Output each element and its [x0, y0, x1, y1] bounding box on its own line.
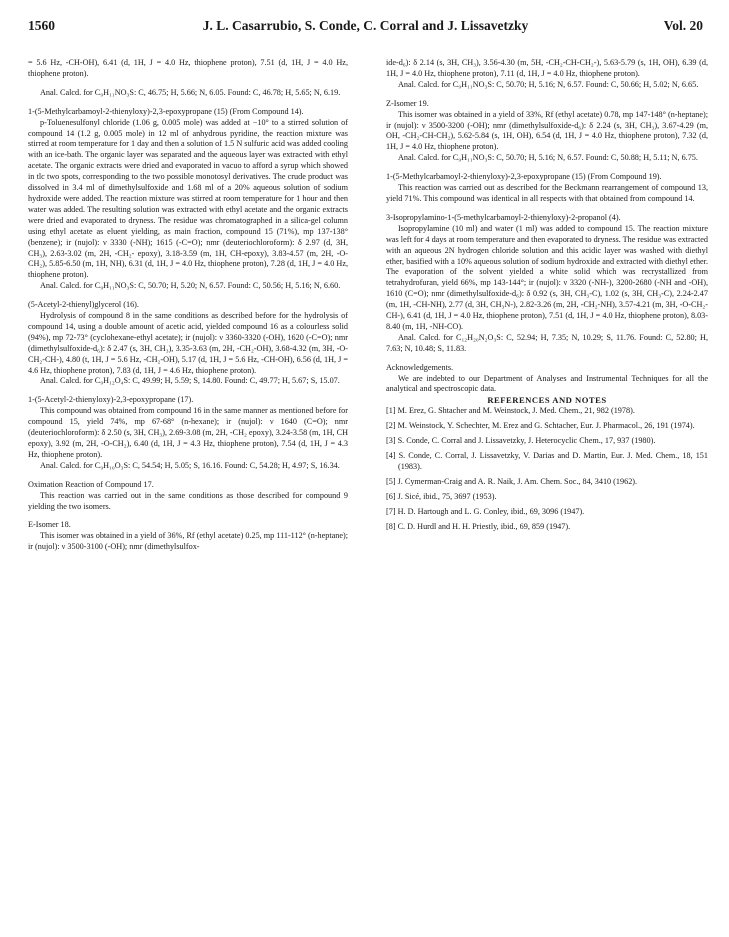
volume-label: Vol. 20 — [663, 18, 703, 33]
analysis-line: Anal. Calcd. for C₉H₁₁NO₃S: C, 50.70; H, 5.20; N, 6.57. Found: C, 50.56; H, 5.16; N, 6.60. — [40, 281, 341, 291]
analysis-line: Anal. Calcd. for C₉H₁₁NO₃S: C, 50.70; H, 5.16; N, 6.57. Found: C, 50.88; H, 5.11; N, 6.75. — [398, 153, 698, 163]
reference-item: [5] J. Cymerman-Craig and A. R. Naik, J. Am. Chem. Soc., 84, 3410 (1962). — [386, 476, 638, 486]
page-number: 1560 — [28, 18, 55, 33]
paragraph: This reaction was carried out as described for the Beckmann rearrangement of compound 13, yield 71%. This compound was identical in all respects with that obtained from compound 14. — [386, 183, 708, 203]
reference-item: [2] M. Weinstock, Y. Schechter, M. Erez and G. Schtacher, Eur. J. Pharmacol., 26, 191 (1974). — [386, 421, 695, 431]
analysis-line: Anal. Calcd. for C₉H₁₂O₄S: C, 49.99; H, 5.59; S, 14.80. Found: C, 49.77; H, 5.67; S, 15.07. — [40, 376, 340, 386]
paragraph: = 5.6 Hz, -CH-OH), 6.41 (d, 1H, J = 4.0 Hz, thiophene proton), 7.51 (d, 1H, J = 4.0 Hz, thiophene proton). — [28, 58, 348, 78]
analysis-line: Anal. Calcd. for C₉H₁₁NO₃S: C, 50.70; H, 5.16; N, 6.57. Found: C, 50.66; H, 5.02; N, 6.65. — [398, 79, 699, 89]
paragraph: This isomer was obtained in a yield of 36%, Rf (ethyl acetate) 0.25, mp 111-112° (n-heptane); ir (nujol): ν 3500-3100 (-OH); nmr (dimethylsulfox- — [28, 531, 348, 552]
section-heading: 1-(5-Acetyl-2-thienyloxy)-2,3-epoxypropane (17). — [28, 395, 194, 405]
running-authors: J. L. Casarrubio, S. Conde, C. Corral and J. Lissavetzky — [202, 18, 529, 33]
section-heading: 3-Isopropylamino-1-(5-methylcarbamoyl-2-thienyloxy)-2-propanol (4). — [386, 212, 621, 222]
section-heading: 1-(5-Methylcarbamoyl-2-thienyloxy)-2,3-epoxypropane (15) (From Compound 14). — [28, 106, 304, 116]
analysis-line: Anal. Calcd. for C₉H₁₀O₃S: C, 54.54; H, 5.05; S, 16.16. Found: C, 54.28; H, 4.97; S, 16.34. — [40, 460, 340, 470]
analysis-line: Anal. Calcd. for C₁₂H₂₀N₂O₃S: C, 52.94; H, 7.35; N, 10.29; S, 11.76. Found: C, 52.80; H, 7.63; N, 10.48; S, 11.83. — [386, 332, 708, 353]
paragraph: We are indebted to our Department of Analyses and Instrumental Techniques for all the analytical and spectroscopic data. — [386, 373, 708, 394]
reference-item: [8] C. D. Hurdl and H. H. Priestly, ibid., 69, 859 (1947). — [386, 521, 571, 531]
reference-item: [6] J. Sicé, ibid., 75, 3697 (1953). — [386, 491, 497, 501]
reference-item: [4] S. Conde, C. Corral, J. Lissavetzky, V. Darias and D. Martin, Eur. J. Med. Chem., 18, 151 (1983). — [386, 451, 708, 471]
right-column — [386, 58, 708, 532]
section-heading: (5-Acetyl-2-thienyl)glycerol (16). — [28, 300, 139, 310]
reference-item: [7] H. D. Hartough and L. G. Conley, ibid., 69, 3096 (1947). — [386, 506, 585, 516]
reference-item: [1] M. Erez, G. Shtacher and M. Weinstock, J. Med. Chem., 21, 982 (1978). — [386, 406, 635, 416]
section-heading: E-Isomer 18. — [28, 520, 71, 530]
paragraph: p-Toluenesulfonyl chloride (1.06 g, 0.005 mole) was added at −10° to a stirred solution of compound 14 (1.2 g, 0.005 mole) in 12 ml of anhydrous pyridine, the reaction mixture was stirred at room temperature for 1 day and then a solution of 1.5 N sulfuric acid was added cooling with an ice-bath. The organic layer was separated and the aqueous layer was extracted with ethyl acetate. The organic extracts were dried and evaporated in vacuo to afford a syrup which showed in tlc two spots, corresponding to the two possible monotosyl derivatives. The crude product was dissolved in 3.4 ml of dimethylsulfoxide and 1.68 ml of a 20% aqueous solution of sodium hydroxide were added. The reaction mixture was stirred at room temperature for 1 hour and then water was added. The resulting solution was extracted with ethyl acetate and the organic extracts were dried and evaporated to dryness. The residue was chromatographed in a silica-gel column using ethyl acetate as eluent yielding, as main fraction, compound 15 (71%), mp 137-138° (benzene); ir (nujol): ν 3330 (-NH); 1615 (-C=O); nmr (deuteriochloroform): δ 2.97 (d, 3H, CH₃), 2.63-3.02 (m, 2H, -CH₂- epoxy), 3.18-3.59 (m, 1H, CH-epoxy), 3.83-4.57 (m, 2H, -O-CH₂), 5.85-6.50 (m, 1H, NH), 6.31 (d, 1H, J = 4.0 Hz, thiophene proton), 7.28 (d, 1H, J = 4.0 Hz, thiophene proton). — [28, 117, 348, 280]
paragraph: Isopropylamine (10 ml) and water (1 ml) was added to compound 15. The reaction mixture was left for 4 days at room temperature and then evaporated to dryness. The residue was extracted with an aqueous 2N hydrogen chloride solution and this acidic layer was washed with diethyl ether, basified with a 10% aqueous solution of sodium hydroxide and extracted with diethyl ether. The evaporation of the solvent yielded a white solid which was recrystallized from tetrahydrofuran, yield 66%, mp 143-144°; ir (nujol): ν 3320 (-NH-), 3200-2680 (-NH and -OH), 1610 (C=O); nmr (dimethylsulfoxide-d₆): δ 0.92 (s, 3H, CH₃-C), 1.02 (s, 3H, CH₃-C), 2.24-2.47 (m, 1H, -CH-NH), 2.77 (d, 3H, CH₃N-), 2.82-3.26 (m, 2H, -CH₂-NH), 3.57-4.21 (m, 3H, -O-CH₂-CH-), 6.41 (d, 1H, J = 4.0 Hz, thiophene proton), 7.51 (d, 1H, J = 4.0 Hz, thiophene proton), 8.03-8.40 (m, 1H, -NH-CO). — [386, 223, 708, 331]
section-heading: 1-(5-Methylcarbamoyl-2-thienyloxy)-2,3-epoxypropane (15) (From Compound 19). — [386, 172, 662, 182]
references-title: REFERENCES AND NOTES — [487, 395, 607, 406]
section-heading: Acknowledgements. — [386, 362, 454, 372]
page-header — [28, 18, 703, 38]
reference-item: [3] S. Conde, C. Corral and J. Lissavetzky, J. Heterocyclic Chem., 17, 937 (1980). — [386, 436, 656, 446]
left-column — [28, 58, 348, 553]
section-heading: Oximation Reaction of Compound 17. — [28, 479, 154, 489]
analysis-line: Anal. Calcd. for C₉H₁₁NO₃S: C, 46.75; H, 5.66; N, 6.05. Found: C, 46.78; H, 5.65; N, 6.19. — [40, 87, 341, 97]
paragraph: This reaction was carried out in the same conditions as those described for compound 9 yielding the two isomers. — [28, 490, 348, 511]
paragraph: This compound was obtained from compound 16 in the same manner as mentioned before for compound 15, yield 74%, mp 67-68° (n-hexane); ir (nujol): ν 1640 (C=O); nmr (deuteriochloroform): δ 2.50 (s, 3H, CH₃), 2.69-3.08 (m, 2H, -CH₂ epoxy), 3.24-3.58 (m, 1H, CH epoxy), 3.92 (m, 2H, -O-CH₂), 6.40 (d, 1H, J = 4.3 Hz, thiophene proton), 7.54 (d, 1H, J = 4.3 Hz, thiophene proton). — [28, 406, 348, 459]
section-heading: Z-Isomer 19. — [386, 98, 429, 108]
paragraph: This isomer was obtained in a yield of 33%, Rf (ethyl acetate) 0.78, mp 147-148° (n-heptane); ir (nujol): ν 3500-3200 (-OH); nmr (dimethylsulfoxide-d₆): δ 2.24 (s, 3H, CH₃), 3.67-4.29 (m, OH, -CH₂-CH-CH₂), 5.62-5.84 (s, 1H, OH), 6.54 (d, 1H, J = 4.0 Hz, thiophene proton), 7.32 (d, 1H, J = 4.0 Hz, thiophene proton). — [386, 109, 708, 152]
paragraph: ide-d₆): δ 2.14 (s, 3H, CH₃), 3.56-4.30 (m, 5H, -CH₂-CH-CH₂-), 5.63-5.79 (s, 1H, OH), 6.39 (d, 1H, J = 4.0 Hz, thiophene proton), 7.11 (d, 1H, J = 4.0 Hz, thiophene proton). — [386, 58, 708, 78]
paragraph: Hydrolysis of compound 8 in the same conditions as described before for the hydrolysis of compound 14, using a double amount of acetic acid, yielded compound 16 as a colourless solid (94%), mp 72-73° (cyclohexane-ethyl acetate); ir (nujol): ν 3360-3320 (-OH), 1620 (-C=O); nmr (dimethylsulfoxide-d₆): δ 2.47 (s, 3H, CH₃), 3.35-3.63 (m, 2H, -CH₂-OH), 3.68-4.32 (m, 3H, -O-CH₂-CH-), 4.80 (t, 1H, J = 5.6 Hz, -CH₂-OH), 5.17 (d, 1H, J = 5.6 Hz, -CH-OH), 6.56 (d, 1H, J = 4.6 Hz, thiophene proton), 7.83 (d, 1H, J = 4.6 Hz, thiophene proton). — [28, 311, 348, 375]
